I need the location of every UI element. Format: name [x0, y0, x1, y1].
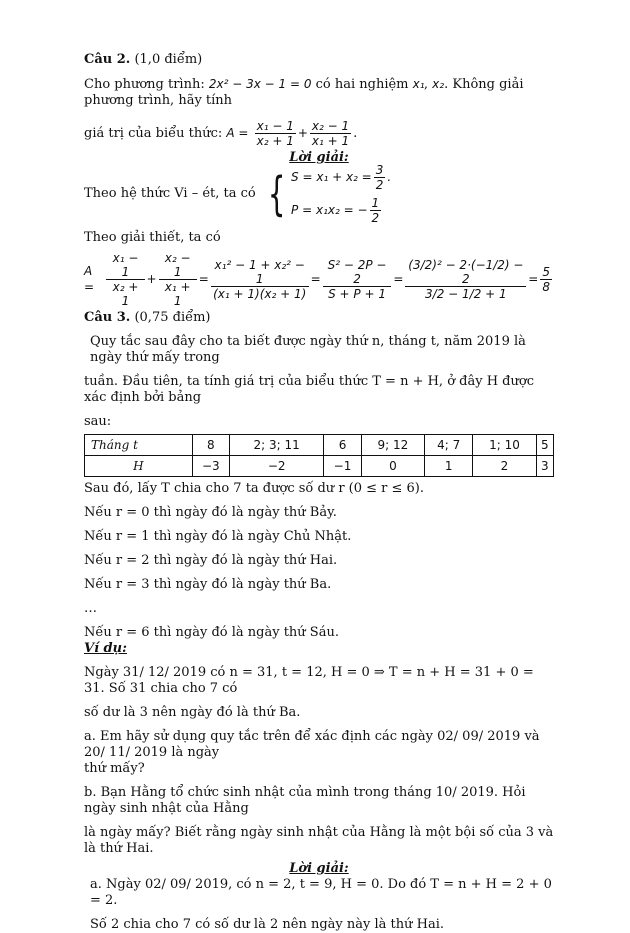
vieta-line: [84, 163, 554, 225]
table-cell: −2: [230, 456, 324, 477]
table-cell: 5: [536, 435, 553, 456]
fraction: [374, 163, 386, 192]
table-cell: 4; 7: [425, 435, 473, 456]
table-cell: 1; 10: [473, 435, 536, 456]
q2-solution-heading: Lời giải:: [289, 150, 349, 165]
denominator: (x₁ + 1)(x₂ + 1): [213, 286, 307, 301]
question-b-1: b. Bạn Hằng tổ chức sinh nhật của mình trong tháng 10/ 2019. Hỏi ngày sinh nhật của Hằng: [84, 785, 526, 816]
given-line: Theo giải thiết, ta có: [84, 230, 221, 245]
table-cell: −1: [324, 456, 361, 477]
rule-r3: Nếu r = 3 thì ngày đó là ngày thứ Ba.: [84, 577, 332, 592]
table-cell: 1: [425, 456, 473, 477]
denominator: x₁ + 1: [164, 279, 191, 308]
text: giá trị của biểu thức:: [84, 126, 227, 141]
table-cell: 2; 3; 11: [230, 435, 324, 456]
table-row: [85, 435, 554, 456]
table-cell: 9; 12: [361, 435, 424, 456]
rule-r1: Nếu r = 1 thì ngày đó là ngày Chủ Nhật.: [84, 529, 352, 544]
sum-lhs: S = x₁ + x₂ =: [291, 170, 372, 184]
fraction: [106, 251, 144, 308]
text: Cho phương trình:: [84, 77, 209, 92]
question-a-1: a. Em hãy sử dụng quy tắc trên để xác định các ngày 02/ 09/ 2019 và 20/ 11/ 2019 là ngày: [84, 729, 540, 760]
numerator: 3: [375, 163, 384, 177]
denominator: x₁ + 1: [311, 134, 350, 148]
denominator: x₂ + 1: [256, 134, 294, 148]
rule-dots: …: [84, 601, 97, 616]
q3-solution-heading: Lời giải:: [289, 861, 349, 876]
q3-intro-2: tuần. Đầu tiên, ta tính giá trị của biểu thức T = n + H, ở đây H được xác định bởi bảng: [84, 374, 534, 405]
numerator: x₂ − 1: [159, 251, 197, 280]
q3-points: (0,75 điểm): [134, 310, 211, 325]
question-a-2: thứ mấy?: [84, 761, 145, 776]
denominator: 2: [375, 178, 384, 192]
fraction: [405, 258, 526, 301]
answer-a-1: a. Ngày 02/ 09/ 2019, có n = 2, t = 9, H = 0. Do đó T = n + H = 2 + 0 = 2.: [90, 877, 552, 908]
fraction: [255, 119, 296, 148]
q2-problem-line2: giá trị của biểu thức: A = $\frac{\text{x₁ − 1}}{\text{x₂ + 1}}$ + $\frac{\text{x₂ − 1}}{\text{x₁ + 1}}$ .: [84, 119, 358, 148]
numerator: x₁ − 1: [106, 251, 144, 280]
q2-problem-line1: [84, 76, 554, 109]
month-table: [84, 434, 554, 477]
denominator: x₂ + 1: [112, 279, 139, 308]
numerator: 1: [371, 196, 380, 210]
expr-A: A =: [226, 126, 249, 140]
table-row-label: H: [85, 456, 193, 477]
question-b-2: là ngày mấy? Biết rằng ngày sinh nhật của Hằng là một bội số của 3 và là thứ Hai.: [84, 825, 554, 856]
q3-heading: [84, 310, 554, 326]
rule-r2: Nếu r = 2 thì ngày đó là ngày thứ Hai.: [84, 553, 338, 568]
rule-r6: Nếu r = 6 thì ngày đó là ngày thứ Sáu.: [84, 625, 339, 640]
example-line-1: Ngày 31/ 12/ 2019 có n = 31, t = 12, H = 0 ⇒ T = n + H = 31 + 0 = 31. Số 31 chia cho 7 có: [84, 665, 534, 696]
numerator: x₂ − 1: [311, 119, 350, 133]
table-cell: 0: [361, 456, 424, 477]
numerator: x₁² − 1 + x₂² − 1: [211, 258, 309, 287]
table-cell: 6: [324, 435, 361, 456]
fraction: [370, 196, 382, 225]
denominator: 8: [542, 279, 550, 294]
q2-heading: [84, 52, 554, 68]
table-cell: 3: [536, 456, 553, 477]
numerator: S² − 2P − 2: [323, 258, 392, 287]
rule-r0: Nếu r = 0 thì ngày đó là ngày thứ Bảy.: [84, 505, 337, 520]
text: có hai nghiệm: [311, 77, 413, 92]
fraction: [323, 258, 392, 301]
equation: 2x² − 3x − 1 = 0: [208, 77, 312, 91]
numerator: x₁ − 1: [256, 119, 294, 133]
example-line-2: số dư là 3 nên ngày đó là thứ Ba.: [84, 705, 301, 720]
fraction: [310, 119, 351, 148]
document-page: [84, 52, 554, 933]
numerator: 5: [542, 264, 550, 279]
product-lhs: P = x₁x₂ = −: [291, 203, 368, 217]
q3-after: Sau đó, lấy T chia cho 7 ta được số dư r (0 ≤ r ≤ 6).: [84, 481, 425, 496]
roots: x₁, x₂: [412, 77, 445, 91]
text: Theo hệ thức Vi – ét, ta có: [84, 186, 256, 201]
big-equation: A = $\frac{\text{x₁ − 1}}{\text{x₂ + 1}}$ + $\frac{\text{x₂ − 1}}{\text{x₁ + 1}}$ = $\frac{\text{x₁² − 1 + x₂² − 1}}{\text{(x₁ + 1)(x₂ + 1)}}$ = $\frac{\text{S² − 2P − 2}}{S + P + 1}$ = $\frac{\text{(3/2)² − 2·(−1/2) − 2}}{3/2 - 1/2 + 1}$ = $\frac{5}{8}$: [84, 250, 550, 308]
q3-intro-1: Quy tắc sau đây cho ta biết được ngày thứ n, tháng t, năm 2019 là ngày thứ mấy trong: [90, 334, 526, 365]
denominator: S + P + 1: [328, 286, 386, 301]
table-row-label: Tháng t: [85, 435, 193, 456]
table-cell: −3: [192, 456, 229, 477]
expr-A: A =: [84, 264, 95, 294]
fraction: [540, 265, 552, 294]
fraction: [211, 258, 309, 301]
table-row: [85, 456, 554, 477]
table-cell: 8: [192, 435, 229, 456]
q2-points: (1,0 điểm): [134, 52, 203, 67]
q3-title: Câu 3.: [84, 310, 131, 325]
denominator: 2: [371, 211, 380, 225]
brace-icon: {: [267, 167, 286, 221]
vieta-system: { S = x₁ + x₂ = $\frac{3}{2}$ . P = x₁x₂ = − $\frac{1}{2}$: [267, 163, 392, 225]
text: . Không giải phương trình, hãy tính: [84, 77, 524, 108]
table-cell: 2: [473, 456, 536, 477]
denominator: 3/2 − 1/2 + 1: [425, 286, 507, 301]
answer-a-2: Số 2 chia cho 7 có số dư là 2 nên ngày này là thứ Hai.: [90, 917, 444, 932]
q2-title: Câu 2.: [84, 52, 131, 67]
fraction: [159, 251, 197, 308]
example-heading: Ví dụ:: [84, 641, 127, 656]
numerator: (3/2)² − 2·(−1/2) − 2: [405, 258, 526, 287]
q3-intro-3: sau:: [84, 414, 112, 429]
